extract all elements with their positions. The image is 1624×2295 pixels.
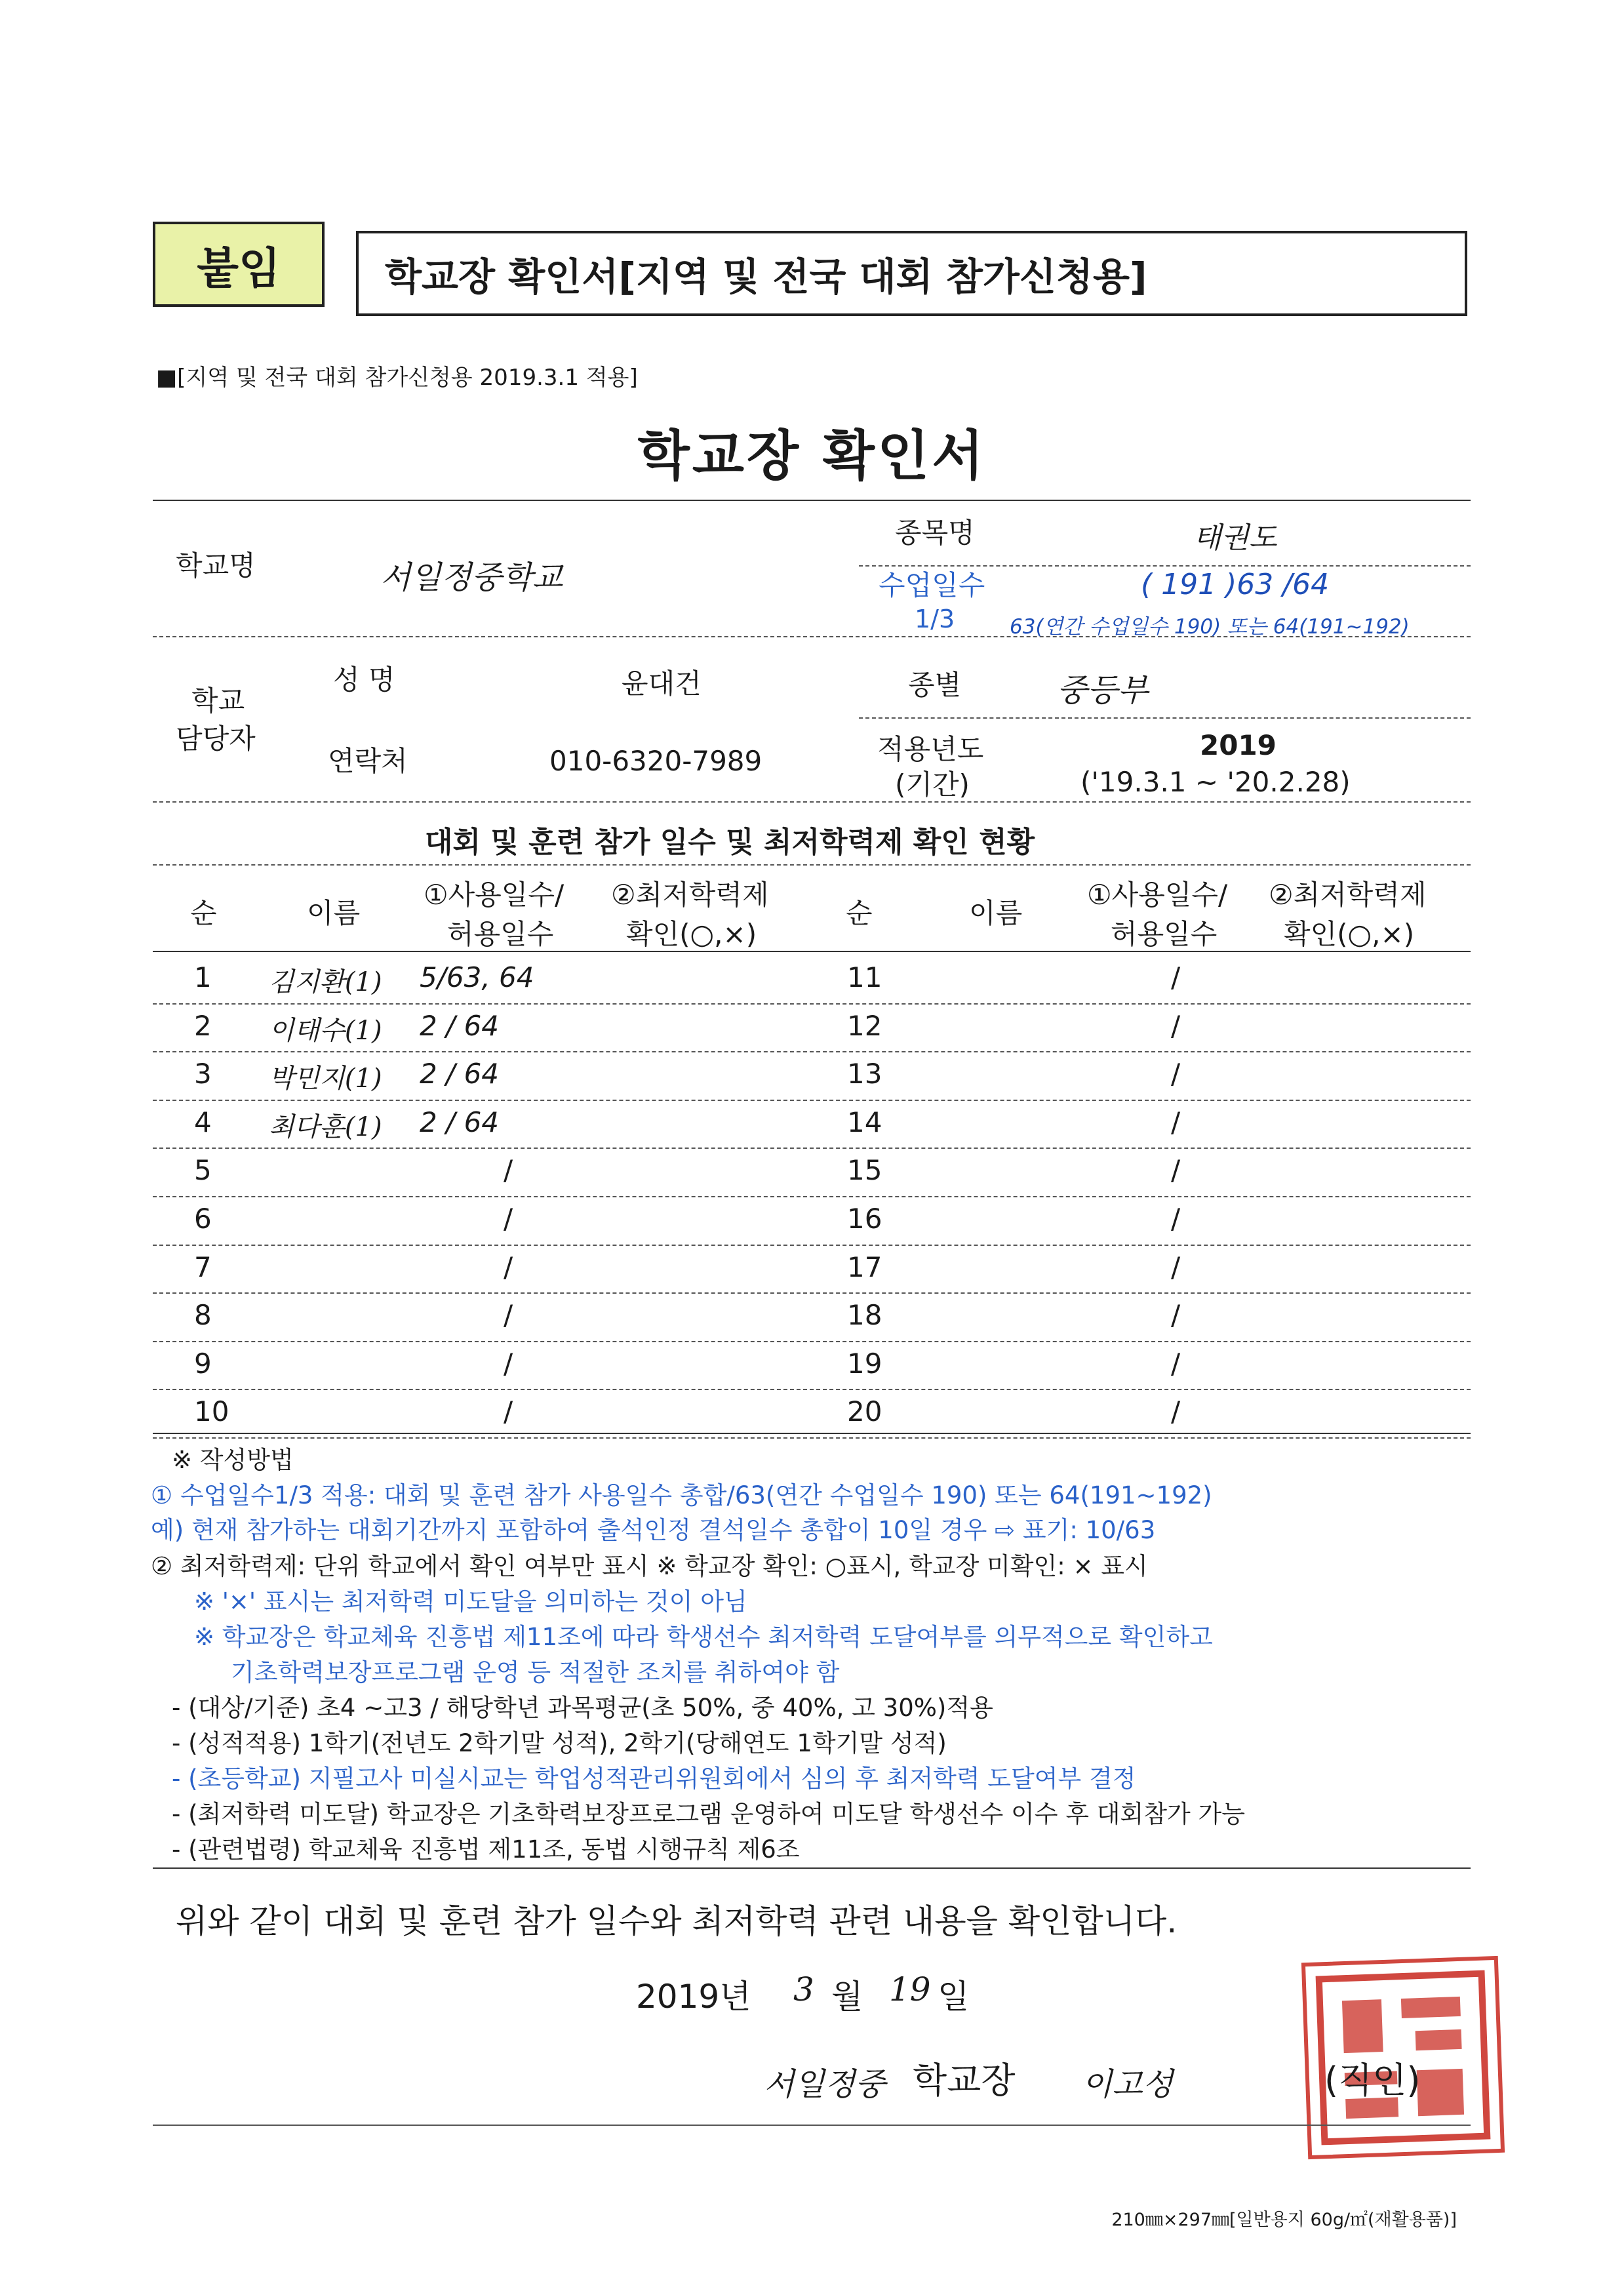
days-label: 수업일수 xyxy=(879,569,985,601)
row-name: 최다훈(1) xyxy=(269,1111,382,1142)
row-days: / xyxy=(1171,1009,1181,1042)
header-name-right: 이름 xyxy=(969,897,1023,929)
row-number: 11 xyxy=(847,961,882,993)
confirm-date-day: 19 xyxy=(889,1970,931,2008)
divider xyxy=(859,717,1471,719)
contact-label: 연락처 xyxy=(328,745,408,777)
divider xyxy=(153,951,1471,952)
row-days: 2 / 64 xyxy=(420,1058,500,1090)
category-value: 중등부 xyxy=(1057,672,1149,709)
confirm-date-month: 3 xyxy=(793,1970,814,2008)
school-signature: 서일정중 xyxy=(764,2066,886,2103)
row-number: 1 xyxy=(194,961,212,993)
row-divider xyxy=(153,1437,1471,1439)
principal-label: 학교장 xyxy=(913,2060,1016,2101)
row-days: / xyxy=(504,1395,513,1428)
row-number: 15 xyxy=(847,1154,882,1187)
rule-line: ※ 학교장은 학교체육 진흥법 제11조에 따라 학생선수 최저학력 도달여부를 의무적으로 확인하고 xyxy=(194,1623,1213,1651)
principal-signature: 이고성 xyxy=(1082,2066,1174,2103)
header-min: ②최저학력제 xyxy=(611,879,769,911)
header-min-2: 확인(○,×) xyxy=(626,918,757,950)
confirm-date-year: 2019년 xyxy=(636,1978,751,2016)
row-days: / xyxy=(1171,1203,1181,1235)
row-days: / xyxy=(504,1154,513,1187)
header-days-right-2: 허용일수 xyxy=(1111,918,1218,950)
row-number: 16 xyxy=(847,1203,882,1235)
row-divider xyxy=(153,1196,1471,1197)
rule-line: ① 수업일수1/3 적용: 대회 및 훈련 참가 사용일수 총합/63(연간 수업일수 190) 또는 64(191~192) xyxy=(151,1481,1212,1509)
header-no: 순 xyxy=(190,897,217,929)
row-days: / xyxy=(504,1299,513,1332)
row-days: / xyxy=(1171,961,1181,993)
row-number: 17 xyxy=(847,1250,882,1283)
row-number: 12 xyxy=(847,1009,882,1042)
row-number: 14 xyxy=(847,1106,882,1138)
rules-title: ※ 작성방법 xyxy=(172,1446,294,1474)
school-label: 학교명 xyxy=(176,549,256,582)
table-caption: 대회 및 훈련 참가 일수 및 최저학력제 확인 현황 xyxy=(425,826,1035,859)
row-divider xyxy=(153,1148,1471,1149)
row-divider xyxy=(153,1003,1471,1005)
days-value: ( 191 )63 /64 xyxy=(1141,568,1330,601)
divider xyxy=(153,1433,1471,1434)
rule-line: - (대상/기준) 초4 ~고3 / 해당학년 과목평균(초 50%, 중 40%, 고 30%)적용 xyxy=(172,1694,993,1722)
row-divider xyxy=(153,1051,1471,1052)
row-number: 8 xyxy=(194,1299,212,1332)
row-days: / xyxy=(1171,1106,1181,1138)
header-title: 학교장 확인서[지역 및 전국 대회 참가신청용] xyxy=(356,231,1467,316)
document-title: 학교장 확인서 xyxy=(637,425,987,487)
paper-spec-footer: 210㎜×297㎜[일반용지 60g/㎡(재활용품)] xyxy=(1111,2210,1457,2230)
divider xyxy=(153,2125,1471,2126)
seal-label: (직인) xyxy=(1324,2060,1421,2101)
row-days: / xyxy=(504,1203,513,1235)
row-name: 이태수(1) xyxy=(269,1015,382,1046)
row-days: 2 / 64 xyxy=(420,1106,500,1138)
row-days: / xyxy=(1171,1058,1181,1090)
header-min-right-2: 확인(○,×) xyxy=(1284,918,1415,950)
row-number: 2 xyxy=(194,1009,212,1042)
row-number: 18 xyxy=(847,1299,882,1332)
row-days: / xyxy=(1171,1250,1181,1283)
row-name: 박민지(1) xyxy=(269,1064,382,1094)
name-label: 성 명 xyxy=(333,664,395,696)
school-value: 서일정중학교 xyxy=(380,559,563,596)
row-number: 10 xyxy=(194,1395,229,1428)
row-days: 5/63, 64 xyxy=(420,961,534,993)
row-number: 9 xyxy=(194,1347,212,1380)
rule-line: - (최저학력 미도달) 학교장은 기초학력보장프로그램 운영하여 미도달 학생선수 이수 후 대회참가 가능 xyxy=(172,1800,1246,1828)
row-number: 6 xyxy=(194,1203,212,1235)
row-number: 7 xyxy=(194,1250,212,1283)
days-note: 63(연간 수업일수 190) 또는 64(191~192) xyxy=(1010,615,1410,639)
row-days: 2 / 64 xyxy=(420,1009,500,1042)
row-divider xyxy=(153,1341,1471,1342)
rule-line: - (관련법령) 학교체육 진흥법 제11조, 동법 시행규칙 제6조 xyxy=(172,1835,800,1864)
row-number: 3 xyxy=(194,1058,212,1090)
confirm-date-month-label: 월 xyxy=(831,1978,863,2016)
contact-value: 010-6320-7989 xyxy=(549,745,762,777)
manager-label-2: 담당자 xyxy=(176,723,256,755)
row-days: / xyxy=(1171,1299,1181,1332)
confirm-statement: 위와 같이 대회 및 훈련 참가 일수와 최저학력 관련 내용을 확인합니다. xyxy=(176,1902,1178,1940)
header-days: ①사용일수/ xyxy=(424,879,564,911)
rule-line: ② 최저학력제: 단위 학교에서 확인 여부만 표시 ※ 학교장 확인: ○표시, 학교장 미확인: × 표시 xyxy=(151,1552,1148,1580)
year-label: 적용년도 xyxy=(877,733,984,765)
row-days: / xyxy=(504,1347,513,1380)
divider xyxy=(153,1867,1471,1869)
row-number: 4 xyxy=(194,1106,212,1138)
event-value: 태권도 xyxy=(1193,521,1277,555)
header-note: ■[지역 및 전국 대회 참가신청용 2019.3.1 적용] xyxy=(156,365,638,391)
header-min-right: ②최저학력제 xyxy=(1269,879,1427,911)
period-label: (기간) xyxy=(895,768,970,801)
rule-line: - (성적적용) 1학기(전년도 2학기말 성적), 2학기(당해연도 1학기말 성적) xyxy=(172,1729,947,1757)
divider xyxy=(153,801,1471,803)
divider xyxy=(153,500,1471,501)
rule-line: ※ '×' 표시는 최저학력 미도달을 의미하는 것이 아님 xyxy=(194,1587,747,1616)
divider xyxy=(153,864,1471,866)
attachment-badge: 붙임 xyxy=(153,222,325,307)
event-label: 종목명 xyxy=(895,517,975,549)
row-days: / xyxy=(1171,1395,1181,1428)
row-divider xyxy=(153,1292,1471,1294)
row-number: 20 xyxy=(847,1395,882,1428)
row-days: / xyxy=(504,1250,513,1283)
header-days-2: 허용일수 xyxy=(447,918,554,950)
rule-line: 기초학력보장프로그램 운영 등 적절한 조치를 취하여야 함 xyxy=(231,1658,840,1686)
row-divider xyxy=(153,1100,1471,1101)
period-value: ('19.3.1 ~ '20.2.28) xyxy=(1080,766,1351,798)
row-name: 김지환(1) xyxy=(269,967,382,997)
name-value: 윤대건 xyxy=(622,668,702,700)
rule-line: 예) 현재 참가하는 대회기간까지 포함하여 출석인정 결석일수 총합이 10일 경우 ⇨ 표기: 10/63 xyxy=(151,1516,1156,1544)
header-no-right: 순 xyxy=(846,897,873,929)
row-number: 19 xyxy=(847,1347,882,1380)
header-days-right: ①사용일수/ xyxy=(1087,879,1228,911)
confirm-date-day-label: 일 xyxy=(938,1978,970,2016)
days-label-fraction: 1/3 xyxy=(915,605,955,633)
row-number: 5 xyxy=(194,1154,212,1187)
category-label: 종별 xyxy=(908,669,962,701)
row-number: 13 xyxy=(847,1058,882,1090)
row-divider xyxy=(153,1245,1471,1246)
header-name: 이름 xyxy=(307,897,361,929)
rule-line: - (초등학교) 지필고사 미실시교는 학업성적관리위원회에서 심의 후 최저학력 도달여부 결정 xyxy=(172,1765,1136,1793)
row-divider xyxy=(153,1389,1471,1390)
year-value: 2019 xyxy=(1200,729,1277,761)
row-days: / xyxy=(1171,1347,1181,1380)
row-days: / xyxy=(1171,1154,1181,1187)
manager-label: 학교 xyxy=(191,685,245,717)
